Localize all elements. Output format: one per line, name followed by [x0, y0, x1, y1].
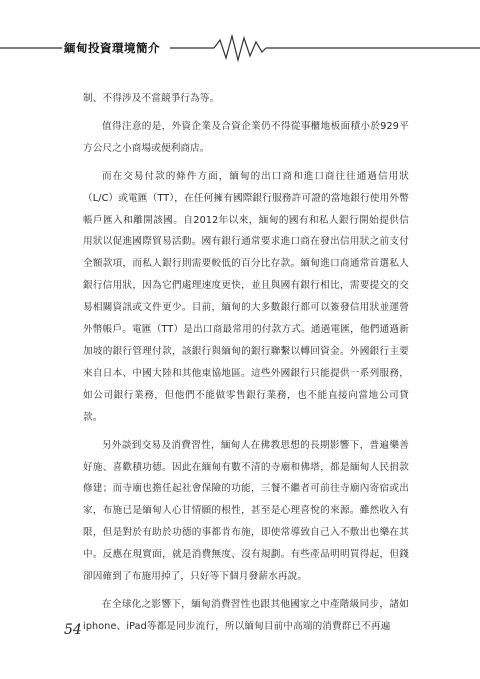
paragraph: 而在交易付款的條件方面，緬甸的出口商和進口商往往通過信用狀（L/C）或電匯（TT），在任何擁有國際銀行服務許可證的當地銀行使用外幣帳戶匯入和離開該國。自2012年以來，緬甸的國有和私人銀行開始提供信用狀以促進國際貿易活動。國有銀行通常要求進口商在發出信用狀之前支付全額款項，而私人銀行則需要較低的百分比存款。緬甸進口商通常首選私人銀行信用狀，因為它們處理速度更快，並且與國有銀行相比，需要提交的交易相關資訊或文件更少。目前，緬甸的大多數銀行都可以簽發信用狀並運營外幣帳戶。電匯（TT）是出口商最常用的付款方式。通過電匯，他們通過新加坡的銀行管理付款，該銀行與緬甸的銀行聯繫以轉回資金。外國銀行主要來自日本、中國大陸和其他東協地區。這些外國銀行只能提供一系列服務，如公司銀行業務，但他們不能做零售銀行業務，也不能直接向當地公司貸款。	[83, 170, 409, 423]
body-text	[83, 88, 409, 644]
chapter-title: 緬甸投資環境簡介	[64, 41, 160, 55]
paragraph: 另外談到交易及消費習性，緬甸人在佛教思想的長期影響下，普遍樂善好施、喜歡積功德。因此在緬甸有數不清的寺廟和佛塔，都是緬甸人民捐款修建；而寺廟也擔任起社會保險的功能，三餐不繼者可前往寺廟內寄宿或出家，布施已是緬甸人心甘情願的根性，甚至是心理喜悅的來源。雖然收入有限，但是對於有助於功德的事都肯布施，即使常導致自己入不敷出也樂在其中。反應在現實面，就是消費無度、沒有規劃。有些產品明明買得起，但錢卻因確到了布施用掉了，只好等下個月發薪水再說。	[83, 439, 409, 583]
page-number: 54	[64, 622, 82, 638]
paragraph: 值得注意的是，外資企業及合資企業仍不得從事櫃地板面積小於929平方公尺之小商場或便利商店。	[83, 120, 409, 154]
running-header	[0, 30, 480, 64]
paragraph: 制、不得涉及不當競爭行為等。	[83, 93, 220, 104]
paragraph: 在全球化之影響下，緬甸消費習性也跟其他國家之中產階級同步，諸如iphone、iPad等都是同步流行，所以緬甸目前中高端的消費群已不再遍	[83, 598, 409, 632]
